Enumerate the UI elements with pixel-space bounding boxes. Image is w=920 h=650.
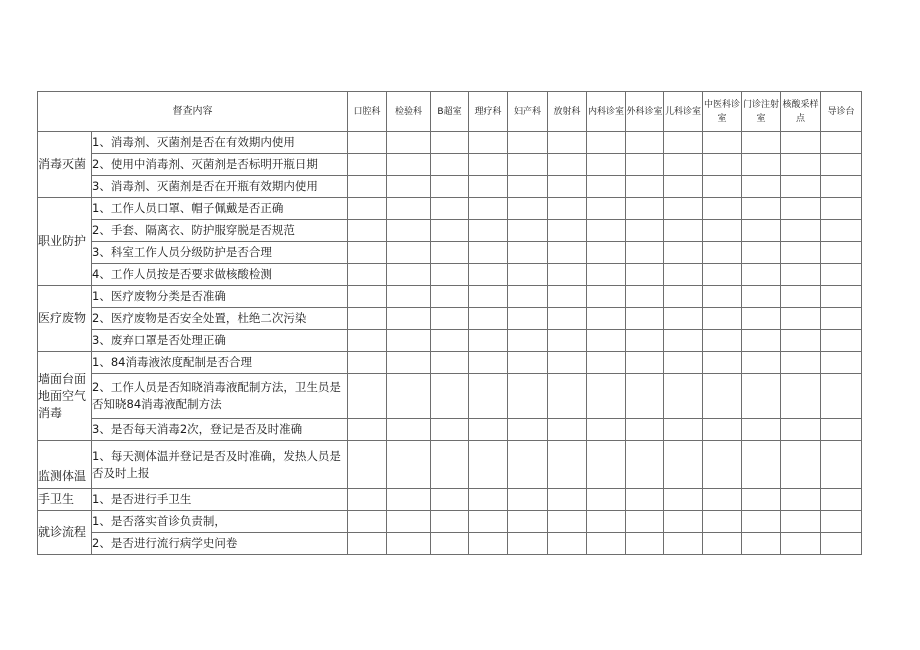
- check-cell[interactable]: [821, 374, 862, 419]
- check-cell[interactable]: [469, 533, 508, 555]
- check-cell[interactable]: [626, 511, 664, 533]
- table-row: [38, 419, 862, 441]
- check-cell[interactable]: [664, 132, 703, 154]
- supervision-checklist-table: [37, 91, 862, 555]
- check-cell[interactable]: [626, 441, 664, 489]
- check-cell[interactable]: [548, 132, 587, 154]
- check-cell[interactable]: [587, 511, 626, 533]
- check-cell[interactable]: [664, 511, 703, 533]
- check-cell[interactable]: [548, 419, 587, 441]
- check-cell[interactable]: [469, 176, 508, 198]
- check-cell[interactable]: [781, 330, 821, 352]
- check-cell[interactable]: [821, 176, 862, 198]
- check-cell[interactable]: [431, 176, 469, 198]
- check-cell[interactable]: [821, 330, 862, 352]
- check-cell[interactable]: [348, 330, 387, 352]
- check-cell[interactable]: [587, 308, 626, 330]
- check-cell[interactable]: [431, 374, 469, 419]
- check-cell[interactable]: [348, 308, 387, 330]
- check-cell[interactable]: [508, 154, 548, 176]
- header-dept: B超室: [431, 92, 469, 132]
- check-cell[interactable]: [548, 489, 587, 511]
- check-cell[interactable]: [508, 330, 548, 352]
- check-cell[interactable]: [348, 264, 387, 286]
- check-cell[interactable]: [548, 330, 587, 352]
- check-cell[interactable]: [626, 352, 664, 374]
- check-cell[interactable]: [781, 220, 821, 242]
- check-cell[interactable]: [469, 511, 508, 533]
- check-item: 3、科室工作人员分级防护是否合理: [92, 242, 348, 264]
- check-cell[interactable]: [548, 374, 587, 419]
- check-cell[interactable]: [508, 220, 548, 242]
- check-cell[interactable]: [781, 533, 821, 555]
- check-cell[interactable]: [742, 154, 781, 176]
- check-cell[interactable]: [469, 132, 508, 154]
- check-cell[interactable]: [348, 352, 387, 374]
- check-cell[interactable]: [469, 352, 508, 374]
- check-cell[interactable]: [587, 220, 626, 242]
- check-cell[interactable]: [703, 419, 742, 441]
- check-cell[interactable]: [664, 220, 703, 242]
- category-cell: 手卫生: [38, 489, 92, 511]
- check-cell[interactable]: [821, 132, 862, 154]
- check-cell[interactable]: [626, 242, 664, 264]
- table-row: [38, 154, 862, 176]
- check-cell[interactable]: [703, 132, 742, 154]
- check-cell[interactable]: [508, 374, 548, 419]
- check-cell[interactable]: [664, 533, 703, 555]
- check-cell[interactable]: [821, 441, 862, 489]
- check-cell[interactable]: [742, 242, 781, 264]
- check-cell[interactable]: [626, 264, 664, 286]
- check-cell[interactable]: [348, 374, 387, 419]
- check-cell[interactable]: [742, 419, 781, 441]
- check-cell[interactable]: [387, 374, 431, 419]
- check-cell[interactable]: [387, 489, 431, 511]
- check-cell[interactable]: [664, 441, 703, 489]
- check-cell[interactable]: [626, 198, 664, 220]
- table-row: [38, 441, 862, 489]
- check-item: 3、废弃口罩是否处理正确: [92, 330, 348, 352]
- check-cell[interactable]: [587, 374, 626, 419]
- check-cell[interactable]: [703, 154, 742, 176]
- check-cell[interactable]: [703, 441, 742, 489]
- check-cell[interactable]: [469, 198, 508, 220]
- check-cell[interactable]: [742, 511, 781, 533]
- check-cell[interactable]: [387, 330, 431, 352]
- check-item: 1、医疗废物分类是否准确: [92, 286, 348, 308]
- check-cell[interactable]: [781, 352, 821, 374]
- check-cell[interactable]: [387, 264, 431, 286]
- check-cell[interactable]: [742, 308, 781, 330]
- check-cell[interactable]: [508, 242, 548, 264]
- check-cell[interactable]: [587, 533, 626, 555]
- check-cell[interactable]: [664, 242, 703, 264]
- check-cell[interactable]: [742, 441, 781, 489]
- check-cell[interactable]: [664, 489, 703, 511]
- check-cell[interactable]: [587, 330, 626, 352]
- check-cell[interactable]: [587, 489, 626, 511]
- check-cell[interactable]: [431, 220, 469, 242]
- header-row: [38, 92, 862, 132]
- check-cell[interactable]: [431, 419, 469, 441]
- check-cell[interactable]: [387, 220, 431, 242]
- check-cell[interactable]: [508, 132, 548, 154]
- table-row: [38, 176, 862, 198]
- table-row: [38, 533, 862, 555]
- check-item: 2、工作人员是否知晓消毒液配制方法，卫生员是否知晓84消毒液配制方法: [92, 374, 348, 419]
- table-row: [38, 374, 862, 419]
- check-item: 1、是否落实首诊负责制，: [92, 511, 348, 533]
- check-cell[interactable]: [703, 308, 742, 330]
- check-cell[interactable]: [431, 198, 469, 220]
- check-cell[interactable]: [664, 264, 703, 286]
- check-cell[interactable]: [703, 220, 742, 242]
- check-cell[interactable]: [821, 198, 862, 220]
- check-cell[interactable]: [508, 308, 548, 330]
- check-cell[interactable]: [348, 220, 387, 242]
- check-cell[interactable]: [348, 198, 387, 220]
- check-cell[interactable]: [742, 264, 781, 286]
- check-item: 2、是否进行流行病学史问卷: [92, 533, 348, 555]
- check-cell[interactable]: [587, 242, 626, 264]
- check-cell[interactable]: [703, 511, 742, 533]
- check-cell[interactable]: [626, 533, 664, 555]
- check-cell[interactable]: [508, 264, 548, 286]
- check-cell[interactable]: [664, 198, 703, 220]
- check-cell[interactable]: [742, 533, 781, 555]
- check-cell[interactable]: [508, 286, 548, 308]
- check-cell[interactable]: [742, 198, 781, 220]
- check-cell[interactable]: [508, 511, 548, 533]
- check-item: 3、消毒剂、灭菌剂是否在开瓶有效期内使用: [92, 176, 348, 198]
- table-row: [38, 132, 862, 154]
- check-cell[interactable]: [781, 154, 821, 176]
- check-cell[interactable]: [548, 198, 587, 220]
- check-cell[interactable]: [742, 330, 781, 352]
- check-cell[interactable]: [348, 132, 387, 154]
- check-cell[interactable]: [781, 308, 821, 330]
- check-cell[interactable]: [821, 220, 862, 242]
- check-cell[interactable]: [431, 511, 469, 533]
- check-cell[interactable]: [469, 264, 508, 286]
- check-cell[interactable]: [469, 441, 508, 489]
- check-cell[interactable]: [781, 198, 821, 220]
- header-dept: 内科诊室: [587, 92, 626, 132]
- check-cell[interactable]: [387, 242, 431, 264]
- check-cell[interactable]: [821, 419, 862, 441]
- check-cell[interactable]: [548, 352, 587, 374]
- check-cell[interactable]: [626, 374, 664, 419]
- check-cell[interactable]: [387, 511, 431, 533]
- header-dept: 放射科: [548, 92, 587, 132]
- check-cell[interactable]: [703, 374, 742, 419]
- table-row: [38, 286, 862, 308]
- check-cell[interactable]: [821, 308, 862, 330]
- check-cell[interactable]: [821, 352, 862, 374]
- category-cell: 医疗废物: [38, 286, 92, 352]
- check-cell[interactable]: [587, 132, 626, 154]
- category-cell: 消毒灭菌: [38, 132, 92, 198]
- table-row: [38, 489, 862, 511]
- check-cell[interactable]: [548, 176, 587, 198]
- check-cell[interactable]: [348, 419, 387, 441]
- check-cell[interactable]: [469, 330, 508, 352]
- check-cell[interactable]: [469, 308, 508, 330]
- check-cell[interactable]: [703, 176, 742, 198]
- category-cell: 职业防护: [38, 198, 92, 286]
- check-cell[interactable]: [548, 441, 587, 489]
- check-cell[interactable]: [469, 242, 508, 264]
- check-cell[interactable]: [348, 511, 387, 533]
- category-cell: 监测体温: [38, 441, 92, 489]
- check-cell[interactable]: [587, 176, 626, 198]
- table-row: [38, 220, 862, 242]
- check-cell[interactable]: [587, 441, 626, 489]
- check-cell[interactable]: [742, 220, 781, 242]
- check-cell[interactable]: [703, 286, 742, 308]
- check-cell[interactable]: [469, 286, 508, 308]
- check-cell[interactable]: [348, 533, 387, 555]
- header-dept: 儿科诊室: [664, 92, 703, 132]
- check-cell[interactable]: [742, 352, 781, 374]
- header-dept: 中医科诊室: [703, 92, 742, 132]
- check-cell[interactable]: [781, 132, 821, 154]
- check-cell[interactable]: [387, 154, 431, 176]
- check-cell[interactable]: [431, 330, 469, 352]
- header-supervision-content: 督查内容: [38, 92, 348, 132]
- check-cell[interactable]: [348, 242, 387, 264]
- check-item: 1、工作人员口罩、帽子佩戴是否正确: [92, 198, 348, 220]
- check-cell[interactable]: [781, 511, 821, 533]
- check-cell[interactable]: [431, 489, 469, 511]
- check-cell[interactable]: [742, 286, 781, 308]
- check-cell[interactable]: [469, 220, 508, 242]
- check-cell[interactable]: [742, 374, 781, 419]
- check-cell[interactable]: [821, 489, 862, 511]
- check-cell[interactable]: [431, 533, 469, 555]
- table-row: [38, 352, 862, 374]
- check-cell[interactable]: [548, 242, 587, 264]
- check-cell[interactable]: [664, 154, 703, 176]
- check-item: 2、医疗废物是否安全处置，杜绝二次污染: [92, 308, 348, 330]
- check-cell[interactable]: [508, 533, 548, 555]
- check-cell[interactable]: [431, 441, 469, 489]
- check-cell[interactable]: [348, 286, 387, 308]
- category-cell: 就诊流程: [38, 511, 92, 555]
- table-row: [38, 242, 862, 264]
- check-cell[interactable]: [626, 154, 664, 176]
- check-cell[interactable]: [548, 308, 587, 330]
- check-item: 1、每天测体温并登记是否及时准确，发热人员是否及时上报: [92, 441, 348, 489]
- check-cell[interactable]: [626, 308, 664, 330]
- check-cell[interactable]: [548, 533, 587, 555]
- check-cell[interactable]: [431, 264, 469, 286]
- check-cell[interactable]: [387, 533, 431, 555]
- check-cell[interactable]: [781, 176, 821, 198]
- check-cell[interactable]: [703, 198, 742, 220]
- check-cell[interactable]: [431, 132, 469, 154]
- check-cell[interactable]: [587, 286, 626, 308]
- header-dept: 核酸采样点: [781, 92, 821, 132]
- check-cell[interactable]: [781, 489, 821, 511]
- check-cell[interactable]: [387, 308, 431, 330]
- check-cell[interactable]: [664, 352, 703, 374]
- check-item: 2、使用中消毒剂、灭菌剂是否标明开瓶日期: [92, 154, 348, 176]
- check-cell[interactable]: [469, 489, 508, 511]
- check-cell[interactable]: [469, 374, 508, 419]
- check-cell[interactable]: [587, 419, 626, 441]
- check-cell[interactable]: [469, 419, 508, 441]
- check-cell[interactable]: [703, 489, 742, 511]
- check-cell[interactable]: [431, 286, 469, 308]
- check-cell[interactable]: [508, 352, 548, 374]
- check-cell[interactable]: [781, 242, 821, 264]
- check-cell[interactable]: [587, 264, 626, 286]
- table-row: [38, 198, 862, 220]
- check-cell[interactable]: [387, 198, 431, 220]
- check-cell[interactable]: [821, 264, 862, 286]
- check-cell[interactable]: [626, 220, 664, 242]
- check-cell[interactable]: [664, 308, 703, 330]
- check-cell[interactable]: [508, 441, 548, 489]
- check-item: 1、是否进行手卫生: [92, 489, 348, 511]
- table-row: [38, 264, 862, 286]
- check-cell[interactable]: [587, 352, 626, 374]
- check-cell[interactable]: [508, 198, 548, 220]
- check-cell[interactable]: [348, 441, 387, 489]
- check-cell[interactable]: [664, 419, 703, 441]
- check-cell[interactable]: [821, 154, 862, 176]
- check-cell[interactable]: [548, 286, 587, 308]
- check-item: 2、手套、隔离衣、防护服穿脱是否规范: [92, 220, 348, 242]
- header-dept: 口腔科: [348, 92, 387, 132]
- check-cell[interactable]: [387, 286, 431, 308]
- check-cell[interactable]: [626, 489, 664, 511]
- header-dept: 门诊注射室: [742, 92, 781, 132]
- check-cell[interactable]: [781, 374, 821, 419]
- check-cell[interactable]: [626, 419, 664, 441]
- check-cell[interactable]: [703, 533, 742, 555]
- check-cell[interactable]: [387, 419, 431, 441]
- check-cell[interactable]: [508, 419, 548, 441]
- check-cell[interactable]: [587, 198, 626, 220]
- check-cell[interactable]: [821, 242, 862, 264]
- check-cell[interactable]: [703, 264, 742, 286]
- table-row: [38, 330, 862, 352]
- check-cell[interactable]: [821, 286, 862, 308]
- check-cell[interactable]: [821, 533, 862, 555]
- check-cell[interactable]: [587, 154, 626, 176]
- check-cell[interactable]: [821, 511, 862, 533]
- header-dept: 导诊台: [821, 92, 862, 132]
- header-dept: 检验科: [387, 92, 431, 132]
- check-cell[interactable]: [664, 330, 703, 352]
- check-cell[interactable]: [626, 330, 664, 352]
- check-cell[interactable]: [548, 264, 587, 286]
- check-cell[interactable]: [703, 242, 742, 264]
- check-item: 4、工作人员按是否要求做核酸检测: [92, 264, 348, 286]
- header-dept: 妇产科: [508, 92, 548, 132]
- header-dept: 理疗科: [469, 92, 508, 132]
- check-cell[interactable]: [469, 154, 508, 176]
- table-row: [38, 308, 862, 330]
- check-cell[interactable]: [431, 308, 469, 330]
- check-cell[interactable]: [664, 176, 703, 198]
- check-cell[interactable]: [387, 352, 431, 374]
- check-cell[interactable]: [431, 154, 469, 176]
- check-cell[interactable]: [387, 441, 431, 489]
- check-cell[interactable]: [626, 286, 664, 308]
- category-cell: 墙面台面地面空气消毒: [38, 352, 92, 441]
- check-cell[interactable]: [626, 176, 664, 198]
- check-cell[interactable]: [664, 374, 703, 419]
- table-row: [38, 511, 862, 533]
- check-item: 1、84消毒液浓度配制是否合理: [92, 352, 348, 374]
- check-cell[interactable]: [348, 489, 387, 511]
- check-cell[interactable]: [664, 286, 703, 308]
- check-item: 3、是否每天消毒2次，登记是否及时准确: [92, 419, 348, 441]
- check-cell[interactable]: [508, 176, 548, 198]
- check-cell[interactable]: [548, 511, 587, 533]
- header-dept: 外科诊室: [626, 92, 664, 132]
- check-cell[interactable]: [548, 220, 587, 242]
- check-cell[interactable]: [703, 330, 742, 352]
- check-cell[interactable]: [742, 132, 781, 154]
- check-cell[interactable]: [742, 176, 781, 198]
- check-cell[interactable]: [348, 176, 387, 198]
- check-cell[interactable]: [781, 441, 821, 489]
- check-cell[interactable]: [703, 352, 742, 374]
- check-cell[interactable]: [348, 154, 387, 176]
- check-cell[interactable]: [508, 489, 548, 511]
- check-cell[interactable]: [781, 419, 821, 441]
- check-cell[interactable]: [387, 176, 431, 198]
- check-cell[interactable]: [781, 286, 821, 308]
- check-item: 1、消毒剂、灭菌剂是否在有效期内使用: [92, 132, 348, 154]
- check-cell[interactable]: [431, 242, 469, 264]
- check-cell[interactable]: [781, 264, 821, 286]
- check-cell[interactable]: [626, 132, 664, 154]
- check-cell[interactable]: [548, 154, 587, 176]
- check-cell[interactable]: [742, 489, 781, 511]
- check-cell[interactable]: [387, 132, 431, 154]
- check-cell[interactable]: [431, 352, 469, 374]
